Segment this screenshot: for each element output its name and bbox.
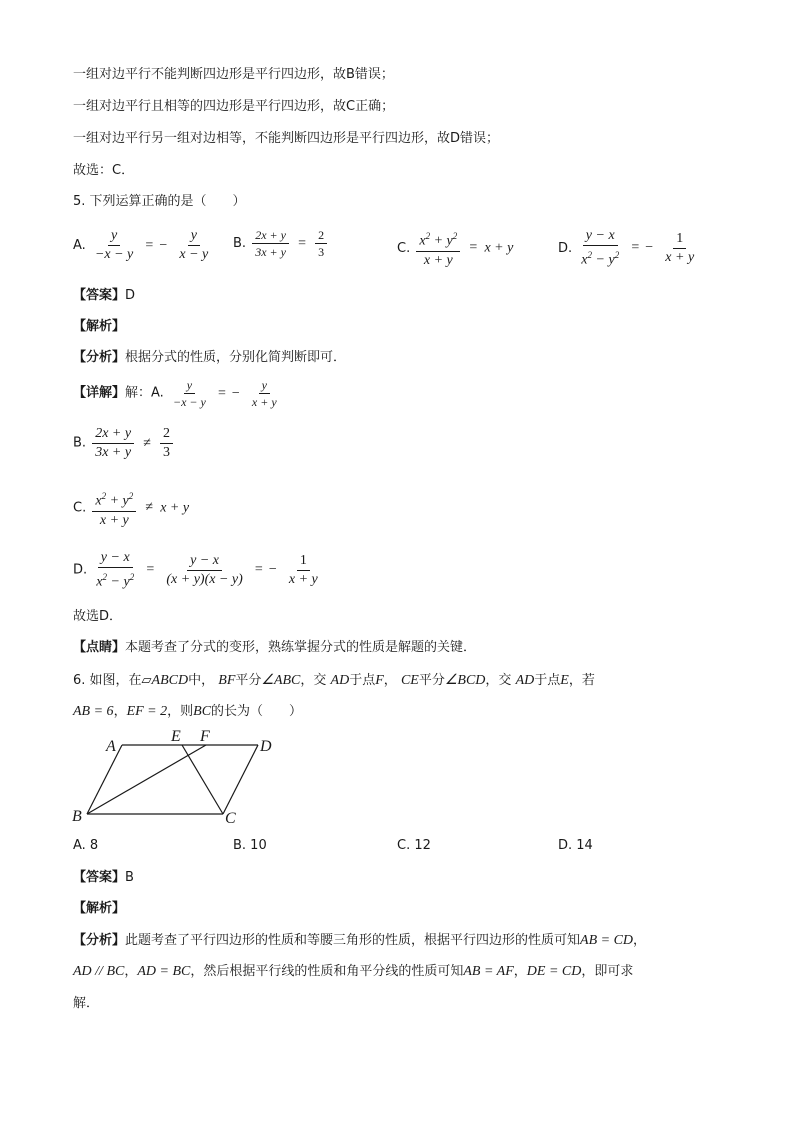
q5-detail-a: 【详解】解：A. $\frac{y}{-x - y}$ = − $\frac{y}{x + y}$ xyxy=(73,378,282,409)
q6-analysis-heading: 【解析】 xyxy=(73,901,126,916)
q5-detail-d: D. $\frac{y - x}{x^2 - y^2}$ = $\frac{y - x}{(x + y)(x - y)}$ = − $\frac{1}{x + y}$ xyxy=(73,550,323,591)
q5-comment: 【点睛】本题考查了分式的变形，熟练掌握分式的性质是解题的关键． xyxy=(73,640,477,655)
q5-option-b: B. $\frac{2x + y}{3x + y}$ = $\frac{2}{3}$ xyxy=(233,228,329,259)
fraction: $\frac{y}{-x - y}$ xyxy=(94,228,134,262)
label-c: C xyxy=(225,810,236,827)
segment-ce xyxy=(182,745,223,814)
label-d: D xyxy=(260,738,272,755)
q5-answer: 【答案】D xyxy=(73,288,136,303)
q6-option-c: C. 12 xyxy=(397,838,431,853)
fraction: $\frac{2}{3}$ xyxy=(160,426,173,461)
question-6-stem: 6. 如图，在▱ABCD中， BF平分∠ABC，交 AD于点F， CE平分∠BCD，交 AD于点E，若 xyxy=(73,673,595,688)
fraction: $\frac{2}{3}$ xyxy=(315,228,327,259)
question-5-stem: 5. 下列运算正确的是（ ） xyxy=(73,194,246,209)
label-e: E xyxy=(171,728,181,745)
q6-fenxi: 【分析】此题考查了平行四边形的性质和等腰三角形的性质，根据平行四边形的性质可知AB = CD， xyxy=(73,933,647,948)
fraction: $\frac{1}{x + y}$ xyxy=(665,230,695,265)
fraction: $\frac{2x + y}{3x + y}$ xyxy=(252,228,289,259)
q6-answer: 【答案】B xyxy=(73,870,134,885)
fraction: $\frac{x^2 + y^2}{x + y}$ xyxy=(92,488,136,529)
q6-option-a: A. 8 xyxy=(73,838,99,853)
q5-detail-b: B. $\frac{2x + y}{3x + y}$ ≠ $\frac{2}{3}$ xyxy=(73,426,175,461)
text-line: 一组对边平行另一组对边相等，不能判断四边形是平行四边形，故D错误； xyxy=(73,131,500,146)
q6-option-d: D. 14 xyxy=(558,838,593,853)
fraction: $\frac{y - x}{(x + y)(x - y)}$ xyxy=(166,552,243,587)
question-6-stem-cont: AB = 6，EF = 2，则BC的长为（ ） xyxy=(73,704,303,719)
q5-option-c: C. $\frac{x^2 + y^2}{x + y}$ = x + y xyxy=(397,228,513,269)
fraction: $\frac{y}{x + y}$ xyxy=(251,378,277,409)
option-label: A. xyxy=(73,238,86,253)
label-f: F xyxy=(200,728,210,745)
option-label: D. xyxy=(558,240,573,256)
q6-option-b: B. 10 xyxy=(233,838,267,853)
fraction: $\frac{y}{-x - y}$ xyxy=(172,378,206,409)
label-a: A xyxy=(106,738,116,755)
fraction: $\frac{y - x}{x^2 - y^2}$ xyxy=(581,228,620,268)
segment-dc xyxy=(223,745,258,814)
option-label: C. xyxy=(397,240,411,256)
option-label: B. xyxy=(233,236,247,251)
fraction: $\frac{y}{x - y}$ xyxy=(179,228,209,262)
text-line: 一组对边平行不能判断四边形是平行四边形，故B错误； xyxy=(73,67,394,82)
text-line: 故选：C． xyxy=(73,163,135,178)
label-b: B xyxy=(72,808,82,825)
text-line: 一组对边平行且相等的四边形是平行四边形，故C正确； xyxy=(73,99,395,114)
q5-option-d: D. $\frac{y - x}{x^2 - y^2}$ = − $\frac{1}{x + y}$ xyxy=(558,228,699,269)
q6-fenxi-end: 解． xyxy=(73,996,100,1011)
q5-option-a: A. $\frac{y}{-x - y}$ = − $\frac{y}{x - y}$ xyxy=(73,228,213,263)
fraction: $\frac{1}{x + y}$ xyxy=(288,552,318,587)
q5-analysis-heading: 【解析】 xyxy=(73,319,126,334)
fraction: $\frac{y - x}{x^2 - y^2}$ xyxy=(96,550,135,590)
q6-fenxi-cont: AD // BC，AD = BC，然后根据平行线的性质和角平分线的性质可知AB = AF，DE = CD，即可求 xyxy=(73,964,634,979)
fraction: $\frac{2x + y}{3x + y}$ xyxy=(92,426,134,461)
q5-fenxi: 【分析】根据分式的性质，分别化简判断即可． xyxy=(73,350,347,365)
q5-choose: 故选D． xyxy=(73,609,123,624)
parallelogram-figure xyxy=(70,725,290,830)
fraction: $\frac{x^2 + y^2}{x + y}$ xyxy=(416,228,460,269)
q5-detail-c: C. $\frac{x^2 + y^2}{x + y}$ ≠ x + y xyxy=(73,488,189,529)
